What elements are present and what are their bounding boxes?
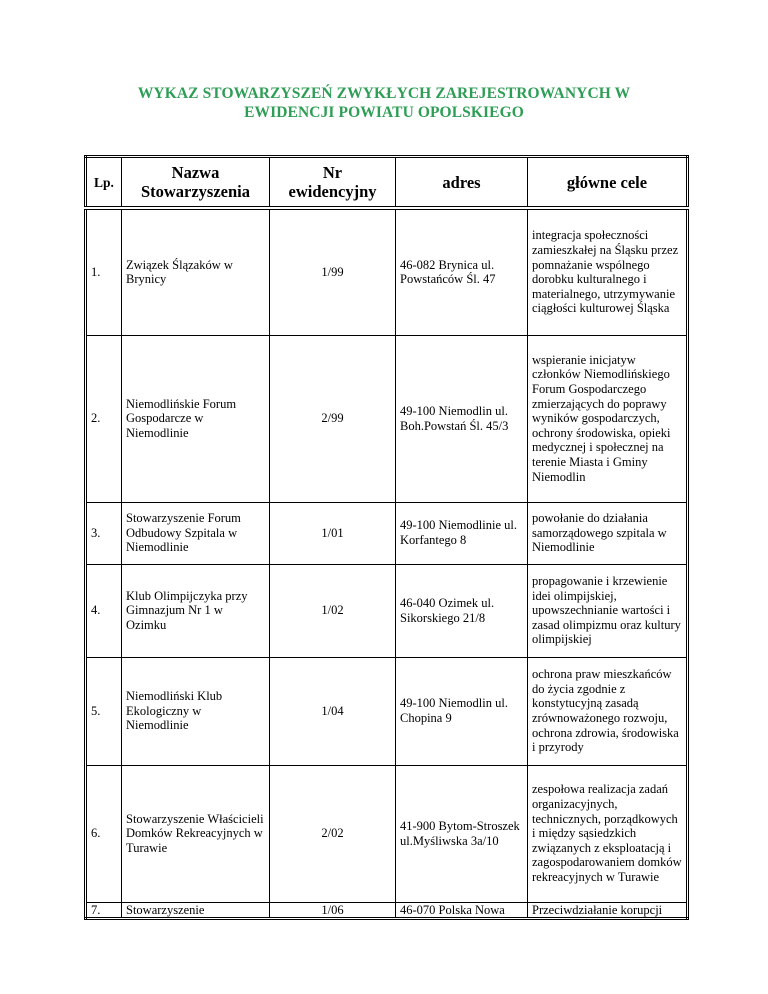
cell-address: 46-082 Brynica ul. Powstańców Śl. 47 xyxy=(396,208,528,335)
cell-lp: 5. xyxy=(86,657,122,765)
table-row xyxy=(86,502,688,564)
title-line-2: EWIDENCJI POWIATU OPOLSKIEGO xyxy=(244,104,524,121)
table-row xyxy=(86,208,688,335)
document-title xyxy=(80,84,688,122)
header-nr-line2: ewidencyjny xyxy=(288,182,377,201)
header-name-line2: Stowarzyszenia xyxy=(140,182,251,201)
cell-lp: 2. xyxy=(86,335,122,502)
cell-goals: zespołowa realizacja zadań organizacyjnych, technicznych, porządkowych i między sąsiedzkich związanych z eksploatacją i zagospodarowaniem domków rekreacyjnych w Turawie xyxy=(528,765,688,902)
cell-goals: wspieranie inicjatyw członków Niemodlińskiego Forum Gospodarczego zmierzających do poprawy wyników gospodarczych, ochrony środowiska, opieki medycznej i społecznej na terenie Miasta i Gminy Niemodlin xyxy=(528,335,688,502)
header-lp: Lp. xyxy=(86,157,122,209)
cell-name: Stowarzyszenie xyxy=(122,902,270,919)
cell-name: Niemodliński Klub Ekologiczny w Niemodlinie xyxy=(122,657,270,765)
header-name-line1: Nazwa xyxy=(171,163,220,182)
cell-lp: 1. xyxy=(86,208,122,335)
cell-address: 46-070 Polska Nowa xyxy=(396,902,528,919)
table-row xyxy=(86,335,688,502)
cell-lp: 4. xyxy=(86,564,122,657)
table-row xyxy=(86,902,688,919)
header-address: adres xyxy=(396,157,528,209)
cell-lp: 7. xyxy=(86,902,122,919)
cell-nr: 2/99 xyxy=(270,335,396,502)
cell-nr: 1/06 xyxy=(270,902,396,919)
cell-goals: powołanie do działania samorządowego szpitala w Niemodlinie xyxy=(528,502,688,564)
table-header-row xyxy=(86,157,688,209)
cell-goals: ochrona praw mieszkańców do życia zgodnie z konstytucyjną zasadą zrównoważonego rozwoju, ochrona zdrowia, środowiska i przyrody xyxy=(528,657,688,765)
cell-goals: Przeciwdziałanie korupcji xyxy=(528,902,688,919)
cell-nr: 1/04 xyxy=(270,657,396,765)
cell-address: 49-100 Niemodlin ul. Boh.Powstań Śl. 45/3 xyxy=(396,335,528,502)
cell-name: Niemodlińskie Forum Gospodarcze w Niemodlinie xyxy=(122,335,270,502)
cell-name: Stowarzyszenie Właścicieli Domków Rekreacyjnych w Turawie xyxy=(122,765,270,902)
cell-address: 49-100 Niemodlin ul. Chopina 9 xyxy=(396,657,528,765)
cell-address: 46-040 Ozimek ul. Sikorskiego 21/8 xyxy=(396,564,528,657)
cell-name: Stowarzyszenie Forum Odbudowy Szpitala w Niemodlinie xyxy=(122,502,270,564)
cell-name: Klub Olimpijczyka przy Gimnazjum Nr 1 w Ozimku xyxy=(122,564,270,657)
header-nr xyxy=(270,157,396,209)
cell-address: 49-100 Niemodlinie ul. Korfantego 8 xyxy=(396,502,528,564)
cell-nr: 1/01 xyxy=(270,502,396,564)
cell-lp: 3. xyxy=(86,502,122,564)
associations-table xyxy=(84,155,689,920)
cell-name: Związek Ślązaków w Brynicy xyxy=(122,208,270,335)
header-name xyxy=(122,157,270,209)
cell-nr: 1/02 xyxy=(270,564,396,657)
header-goals: główne cele xyxy=(528,157,688,209)
cell-address: 41-900 Bytom-Stroszek ul.Myśliwska 3a/10 xyxy=(396,765,528,902)
cell-goals: integracja społeczności zamieszkałej na Śląsku przez pomnażanie wspólnego dorobku kulturalnego i materialnego, utrzymywanie ciągłości kulturowej Śląska xyxy=(528,208,688,335)
cell-goals: propagowanie i krzewienie idei olimpijskiej, upowszechnianie wartości i zasad olimpizmu oraz kultury olimpijskiej xyxy=(528,564,688,657)
title-line-1: WYKAZ STOWARZYSZEŃ ZWYKŁYCH ZAREJESTROWANYCH W xyxy=(137,85,631,102)
table-row xyxy=(86,564,688,657)
table-row xyxy=(86,657,688,765)
table-row xyxy=(86,765,688,902)
header-nr-line1: Nr xyxy=(322,163,343,182)
cell-nr: 2/02 xyxy=(270,765,396,902)
cell-lp: 6. xyxy=(86,765,122,902)
cell-nr: 1/99 xyxy=(270,208,396,335)
